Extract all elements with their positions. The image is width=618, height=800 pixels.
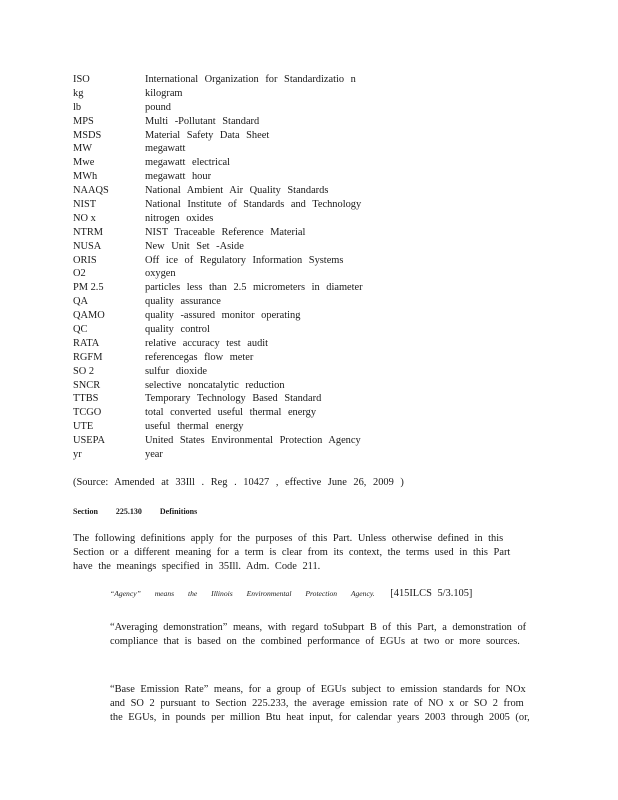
abbreviation-term: RGFM	[73, 351, 103, 363]
abbreviation-definition: New Unit Set -Aside	[145, 240, 244, 252]
abbreviation-definition: nitrogen oxides	[145, 212, 214, 224]
abbreviation-row	[73, 351, 493, 365]
abbreviation-definition: Material Safety Data Sheet	[145, 129, 270, 141]
abbreviation-row	[73, 406, 493, 420]
abbreviation-definition: particles less than 2.5 micrometers in diameter	[145, 282, 363, 294]
abbreviation-row	[73, 295, 493, 309]
abbreviation-row	[73, 392, 493, 406]
abbreviation-term: QA	[73, 296, 89, 308]
abbreviation-definition: Temporary Technology Based Standard	[145, 393, 322, 405]
abbreviation-definition: megawatt electrical	[145, 157, 231, 169]
abbreviation-row	[73, 323, 493, 337]
abbreviation-term: PM 2.5	[73, 282, 104, 294]
abbreviation-definition: National Ambient Air Quality Standards	[145, 185, 329, 197]
abbreviation-definition: Off ice of Regulatory Information Systems	[145, 254, 344, 266]
abbreviation-definition: megawatt	[145, 143, 186, 155]
abbreviation-term: TCGO	[73, 407, 102, 419]
abbreviation-definition: pound	[145, 101, 171, 113]
abbreviation-term: QC	[73, 324, 88, 336]
abbreviation-term: RATA	[73, 337, 100, 349]
definition-agency	[110, 587, 530, 601]
abbreviation-term: MWh	[73, 171, 98, 183]
abbreviation-row	[73, 226, 493, 240]
section-label: Section	[73, 507, 98, 516]
abbreviation-row	[73, 448, 493, 462]
abbreviation-definition: year	[145, 449, 163, 461]
section-title: Definitions	[159, 507, 198, 516]
abbreviation-term: kg	[73, 87, 84, 99]
abbreviation-term: yr	[73, 449, 82, 461]
abbreviation-definition: International Organization for Standardizatio n	[145, 74, 356, 85]
abbreviation-term: QAMO	[73, 310, 105, 322]
abbreviation-definition: sulfur dioxide	[145, 365, 208, 377]
abbreviation-definition: quality -assured monitor operating	[145, 310, 301, 322]
abbreviation-row	[73, 142, 493, 156]
abbreviation-row	[73, 73, 493, 87]
abbreviation-definition: Multi -Pollutant Standard	[145, 115, 260, 127]
definition-base-emission-rate: “Base Emission Rate” means, for a group of EGUs subject to emission standards for NOx and SO 2 pursuant to Section 225.233, the average emission rate of NO x or SO 2 from the EGUs, in pounds per million Btu heat input, for calendar years 2003 through 2005 (or,	[110, 684, 530, 723]
abbreviation-term: TTBS	[73, 393, 99, 405]
source-note: (Source: Amended at 33Ill . Reg . 10427 , effective June 26, 2009 )	[73, 477, 404, 488]
abbreviation-row	[73, 170, 493, 184]
abbreviation-row	[73, 337, 493, 351]
abbreviation-term: NAAQS	[73, 185, 109, 197]
abbreviation-list	[73, 73, 493, 462]
section-heading	[73, 507, 197, 516]
abbreviation-definition: kilogram	[145, 87, 183, 99]
abbreviation-row	[73, 379, 493, 393]
abbreviation-term: ISO	[73, 74, 90, 85]
abbreviation-row	[73, 115, 493, 129]
abbreviation-row	[73, 129, 493, 143]
abbreviation-row	[73, 309, 493, 323]
abbreviation-definition: NIST Traceable Reference Material	[145, 226, 306, 238]
abbreviation-definition: quality control	[145, 324, 210, 336]
abbreviation-definition: oxygen	[145, 268, 176, 280]
abbreviation-definition: relative accuracy test audit	[145, 337, 269, 349]
abbreviation-term: lb	[73, 101, 82, 113]
abbreviation-term: O2	[73, 268, 86, 280]
abbreviation-definition: total converted useful thermal energy	[145, 407, 317, 419]
abbreviation-term: NUSA	[73, 240, 102, 252]
abbreviation-row	[73, 184, 493, 198]
abbreviation-term: ORIS	[73, 254, 97, 266]
abbreviation-term: UTE	[73, 421, 94, 433]
section-number: 225.130	[115, 507, 142, 516]
abbreviation-term: MW	[73, 143, 93, 155]
abbreviation-row	[73, 212, 493, 226]
abbreviation-row	[73, 254, 493, 268]
abbreviation-definition: megawatt hour	[145, 171, 212, 183]
abbreviation-row	[73, 267, 493, 281]
abbreviation-term: SNCR	[73, 379, 101, 391]
abbreviation-definition: National Institute of Standards and Technology	[145, 199, 362, 211]
abbreviation-term: Mwe	[73, 157, 95, 169]
abbreviation-term: NIST	[73, 199, 97, 211]
abbreviation-row	[73, 198, 493, 212]
abbreviation-row	[73, 420, 493, 434]
abbreviation-row	[73, 365, 493, 379]
definition-agency-citation: [415ILCS 5/3.105]	[390, 588, 473, 599]
abbreviation-row	[73, 281, 493, 295]
intro-paragraph: The following definitions apply for the purposes of this Part. Unless otherwise defined in this Section or a different meaning for a term is clear from its context, the terms used in this Part have the meanings specified in 35Ill. Adm. Code 211.	[73, 533, 511, 572]
abbreviation-definition: selective noncatalytic reduction	[145, 379, 285, 391]
abbreviation-definition: referencegas flow meter	[145, 351, 254, 363]
definition-agency-text: “Agency” means the Illinois Environmental Protection Agency.	[110, 589, 375, 598]
abbreviation-term: MSDS	[73, 129, 102, 141]
abbreviation-row	[73, 156, 493, 170]
abbreviation-definition: useful thermal energy	[145, 421, 244, 433]
abbreviation-term: NTRM	[73, 226, 104, 238]
abbreviation-definition: quality assurance	[145, 296, 221, 308]
abbreviation-term: MPS	[73, 115, 94, 127]
abbreviation-definition: United States Environmental Protection Agency	[145, 435, 361, 447]
definition-averaging-demonstration: “Averaging demonstration” means, with regard toSubpart B of this Part, a demonstration of compliance that is based on the combined performance of EGUs at two or more sources.	[110, 622, 527, 647]
abbreviation-term: NO x	[73, 212, 96, 224]
abbreviation-row	[73, 434, 493, 448]
abbreviation-row	[73, 240, 493, 254]
abbreviation-row	[73, 87, 493, 101]
abbreviation-row	[73, 101, 493, 115]
abbreviation-term: USEPA	[73, 435, 105, 447]
abbreviation-term: SO 2	[73, 365, 95, 377]
